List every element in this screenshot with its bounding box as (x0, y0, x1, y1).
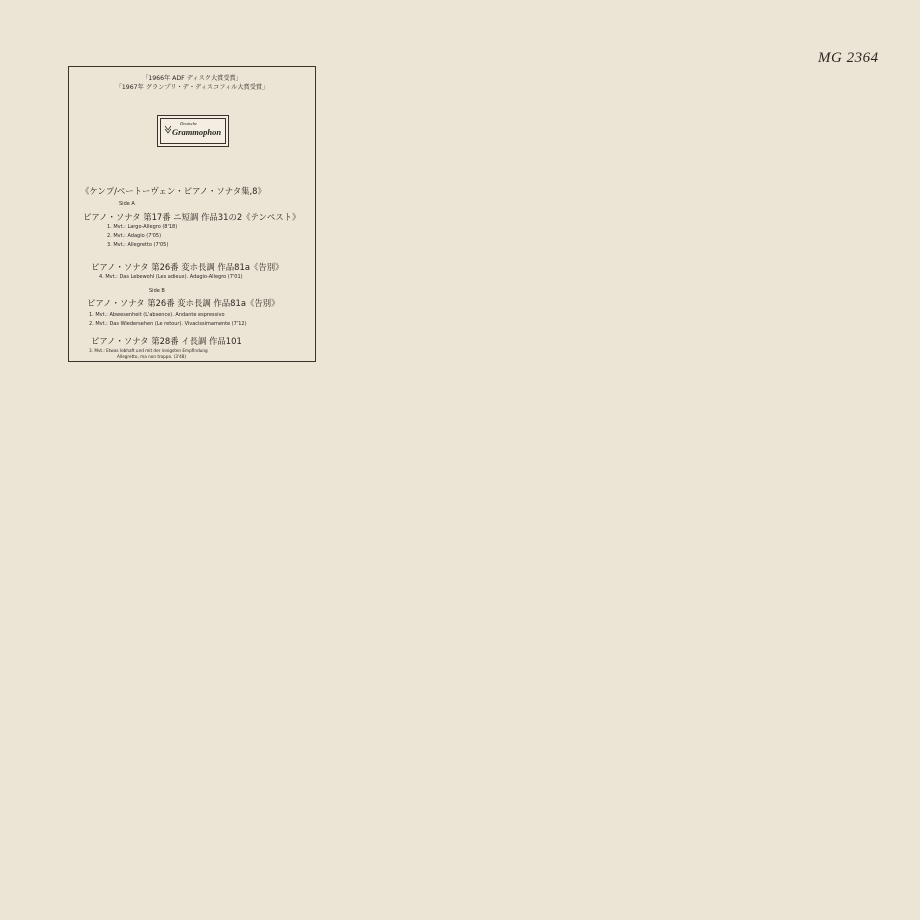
catalog-number: MG 2364 (818, 50, 879, 66)
movement: 3. Mvt.: Etwas lebhaft und mit der innigsten Empfindung (89, 348, 208, 353)
award-line-2: 「1967年 グランプリ・デ・ディスコフィル大賞受賞」 (115, 84, 269, 91)
movement: 2. Mvt.: Das Wiedersehen (Le retour). Vivacissimamente (7'12) (89, 321, 247, 327)
movement: 1. Mvt.: Largo-Allegro (8'18) (107, 224, 178, 230)
track-title: ピアノ・ソナタ 第26番 変ホ長調 作品81a《告別》 (91, 262, 284, 272)
deutsche-grammophon-logo: Deutsche Grammophon (157, 115, 229, 147)
album-title: 《ケンプ/ベートーヴェン・ピアノ・ソナタ集,8》 (81, 186, 266, 196)
movement: 1. Mvt.: Abwesenheit (L'absence). Andante espressivo (89, 312, 225, 318)
award-line-1: 「1966年 ADF ディスク大賞受賞」 (142, 75, 242, 82)
side-a-label: Side A (119, 201, 135, 207)
movement: 3. Mvt.: Allegretto (7'05) (107, 242, 169, 248)
movement: 4. Mvt.: Das Lebewohl (Les adieux). Adagio-Allegro (7'01) (99, 274, 243, 280)
track-title: ピアノ・ソナタ 第17番 ニ短調 作品31の2《テンペスト》 (83, 212, 301, 222)
tulip-icon (164, 124, 172, 136)
track-title: ピアノ・ソナタ 第26番 変ホ長調 作品81a《告別》 (87, 298, 280, 308)
movement: Allegretto, ma non troppo. (3'48) (117, 354, 187, 359)
track-title: ピアノ・ソナタ 第28番 イ長調 作品101 (91, 336, 242, 346)
movement: 2. Mvt.: Adagio (7'05) (107, 233, 162, 239)
cover-info-box (68, 66, 316, 362)
side-b-label: Side B (149, 288, 165, 294)
